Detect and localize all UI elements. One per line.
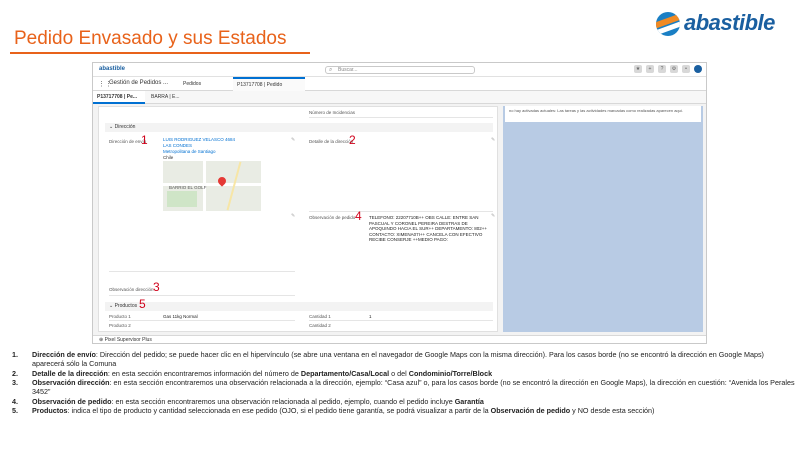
activity-card: no hay activadas actuales: Las tareas y las actividades marcadas como realizadas aparecen aquí. [505, 106, 701, 122]
detalle-direccion-label: Detalle de la dirección [309, 139, 354, 144]
section-direccion-label: Dirección [114, 124, 136, 130]
search-placeholder: Buscar... [338, 67, 358, 73]
search-icon: ⌕ [329, 67, 333, 73]
brand-logo [656, 10, 790, 40]
divider [309, 211, 493, 212]
note-item [6, 369, 796, 378]
incidencias-label: Número de Incidencias [309, 110, 356, 115]
app-launcher-icon[interactable]: ⋮⋮ [98, 81, 112, 88]
address-line: Chile [163, 155, 174, 160]
note-item [6, 406, 796, 415]
divider [309, 117, 493, 118]
note-number: 3. [12, 378, 18, 387]
note-term: Detalle de la dirección [32, 368, 108, 378]
header-icons [634, 65, 702, 73]
producto-label: Producto 1 [109, 314, 131, 319]
note-number: 2. [12, 368, 18, 378]
note-number: 4. [12, 396, 18, 406]
address-line: LUIS RODRIGUEZ VELASCO 4684 [163, 137, 236, 142]
marker-4: 4 [355, 209, 362, 223]
record-detail-panel [98, 106, 498, 332]
global-search-input[interactable] [325, 66, 475, 74]
producto-label: Producto 2 [109, 323, 131, 328]
marker-2: 2 [349, 133, 356, 147]
slide-title: Pedido Envasado y sus Estados [14, 28, 287, 49]
divider [109, 271, 295, 272]
divider [109, 320, 295, 321]
tab-pedido-record[interactable]: P13717708 | Pedido [233, 77, 305, 91]
gear-icon[interactable]: ⚙ [671, 66, 677, 72]
address-line: LAS CONDES [163, 143, 193, 148]
tab-pedidos[interactable]: Pedidos [183, 81, 202, 87]
direccion-envio-label: Dirección de envío [109, 139, 147, 144]
note-item [6, 350, 796, 368]
crm-logo: abastible [99, 66, 126, 72]
subtab-bar [93, 91, 707, 104]
help-icon[interactable]: ? [658, 65, 666, 73]
utility-bar-label: Pixel Supervisor Plus [104, 337, 152, 343]
note-item [6, 397, 796, 406]
cantidad-label: Cantidad 1 [309, 314, 331, 319]
note-term: Observación de pedido [32, 396, 112, 406]
divider [309, 320, 493, 321]
producto-value: Gas 11kg Normal [163, 314, 198, 319]
avatar[interactable] [694, 65, 702, 73]
section-direccion[interactable]: ⌄ Dirección [105, 123, 493, 132]
note-bold: Condominio/Torre/Block [408, 368, 493, 378]
brand-wordmark: abastible [684, 10, 775, 35]
note-bold: Garantía [454, 396, 484, 406]
utility-bar[interactable]: ⊕ Pixel Supervisor Plus [93, 335, 707, 344]
observacion-pedido-value: TELEFONO: 22207710B++ OBS CALLE: ENTRE SAN PASCUAL Y CORONEL PEREIRA DESTRAS DE APOQUINDO HACIA EL SUR++ DEPARTAMENTO: 802++ CONTACTO: XIMENA07I++ CANCELA CON EFECTIVO RECIBE CONSERJE ++MEDIO PAGO: [369, 215, 488, 242]
subtab-barra[interactable]: BARRA | E... [151, 94, 180, 100]
crm-screenshot [92, 62, 707, 344]
divider [109, 295, 295, 296]
note-number: 1. [12, 350, 18, 359]
note-item [6, 378, 796, 396]
add-icon[interactable]: + [646, 65, 654, 73]
address-line: Metropolitana de Santiago [163, 149, 216, 154]
marker-3: 3 [153, 280, 160, 294]
edit-pencil-icon[interactable]: ✎ [291, 137, 296, 143]
note-text: : en esta sección encontraremos una observación relacionada a la dirección, ejemplo: “Casa azul” o, para los casos borde (no se encontró la dirección en Google Maps), la dirección en cuestión: “Avenida los Perales 3452” [32, 378, 795, 396]
note-text: : en esta sección encontraremos una observación relacionada al pedido, ejemplo, cuando el pedido incluye [111, 396, 455, 406]
edit-pencil-icon[interactable]: ✎ [491, 213, 496, 219]
cantidad-value: 1 [369, 314, 372, 319]
note-text: : indica el tipo de producto y cantidad seleccionada en ese pedido (OJO, si el pedido tiene garantía, se podrá visualizar a partir de la [67, 406, 491, 415]
favorites-icon[interactable]: ★ [635, 66, 641, 72]
marker-1: 1 [141, 133, 148, 147]
note-text: y NO desde esta sección) [570, 406, 655, 415]
crm-topbar [93, 63, 707, 77]
google-map-preview[interactable] [163, 161, 261, 211]
note-bold: Departamento/Casa/Local [300, 368, 390, 378]
marker-5: 5 [139, 297, 146, 311]
note-term: Productos [32, 406, 68, 415]
bell-icon[interactable]: • [682, 65, 690, 73]
brand-flame-icon [656, 12, 680, 36]
note-term: Dirección de envío [32, 350, 96, 359]
explanation-list [6, 350, 796, 416]
title-underline [10, 52, 310, 54]
activity-panel [503, 106, 703, 332]
note-bold: Observación de pedido [490, 406, 571, 415]
note-text: : en esta sección encontraremos información del número de [107, 368, 301, 378]
section-productos[interactable]: ⌄ Productos [105, 302, 493, 311]
note-text: o del [389, 368, 409, 378]
edit-pencil-icon[interactable]: ✎ [491, 137, 496, 143]
map-label: BARRIO EL GOLF [169, 185, 207, 190]
direccion-envio-link[interactable] [163, 137, 235, 161]
note-number: 5. [12, 406, 18, 415]
observacion-direccion-label: Observación dirección [109, 287, 154, 292]
cantidad-label: Cantidad 2 [309, 323, 331, 328]
note-text: : Dirección del pedido; se puede hacer clic en el hipervínculo (se abre una ventana en el navegador de Google Maps con la misma dirección). Para los casos borde (no se encontró la dirección en Google Maps) aparecerá sólo la Comuna [32, 350, 764, 368]
app-navbar [93, 77, 707, 91]
edit-pencil-icon[interactable]: ✎ [291, 213, 296, 219]
note-term: Observación dirección [32, 378, 110, 387]
observacion-pedido-label: Observación de pedido [309, 215, 356, 220]
app-name: Gestión de Pedidos ... [109, 80, 169, 86]
subtab-pedido[interactable]: P13717708 | Pe... [93, 91, 145, 104]
section-productos-label: Productos [114, 303, 138, 309]
